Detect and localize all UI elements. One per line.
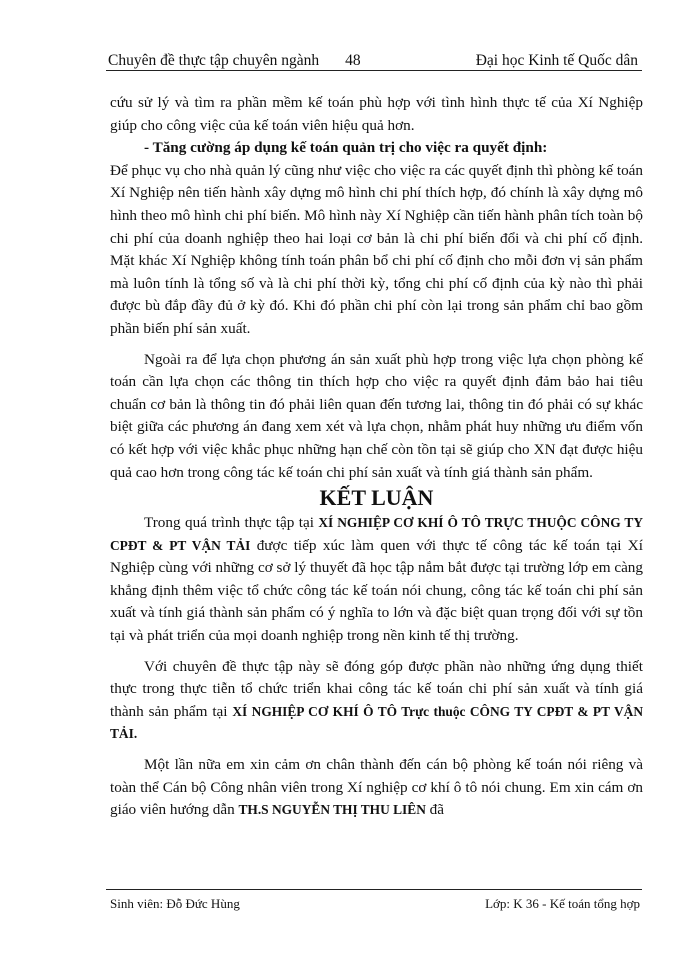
paragraph-3: Ngoài ra để lựa chọn phương án sản xuất phù hợp trong việc lựa chọn phòng kế toán cần lựa chọn các thông tin thích hợp cho việc ra quyết định đảm bảo hai tiêu chuẩn cơ bản là thông tin đó phải liên quan đến tương lai, thông tin đó phải có sự khác biệt giữa các phương án đang xem xét và lựa chọn, nhằm phát huy những ưu điểm vốn có kết hợp với việc khắc phục những hạn chế còn tồn tại sẽ giúp cho XN đạt được hiệu quả cao hơn trong công tác kế toán chi phí sản xuất và tính giá thành sản phẩm. <box>110 350 643 481</box>
paragraph-6 <box>110 754 643 822</box>
paragraph-5 <box>110 656 643 746</box>
page-footer <box>110 896 640 912</box>
company-name: XÍ NGHIỆP CƠ KHÍ Ô TÔ TRỰC THUỘC CÔNG TY CPĐT & PT VẬN TẢI <box>110 515 644 553</box>
paragraph-1: cứu sử lý và tìm ra phần mềm kế toán phù hợp với tình hình thực tế của Xí Nghiệp giúp cho công việc của kế toán viên hiệu quả hơn. <box>110 94 643 134</box>
footer-class: Lớp: K 36 - Kế toán tổng hợp <box>485 896 640 911</box>
footer-divider <box>106 889 642 890</box>
document-body <box>110 92 643 822</box>
p4-text-c: được tiếp xúc làm quen với thực tế công tác kế toán tại Xí Nghiệp cùng với những cơ sở lý thuyết đã học tập nắm bắt được tại trường lớp em càng khẳng định thêm việc tổ chức công tác kế toán nói chung, công tác kế toán chi phí sản xuất và tính giá thành sản phẩm có ý nghĩa to lớn và đặc biệt quan trọng đối với sự tồn tại và phát triển của mọi doanh nghiệp trong nền kinh tế thị trường. <box>110 536 643 645</box>
supervisor-name: TH.S NGUYỄN THỊ THU LIÊN <box>238 802 426 818</box>
p6-text-a: Một lần nữa em xin cảm ơn chân thành đến cán bộ phòng kế toán nói riêng và toàn thể Cán bộ Công nhân viên trong Xí nghiệp cơ khí ô tô nói chung. Em xin cám ơn giáo viên hướng dẫn <box>110 756 643 819</box>
page-number: 48 <box>345 52 361 69</box>
conclusion-title: KẾT LUẬN <box>319 485 434 511</box>
company-name-2: XÍ NGHIỆP CƠ KHÍ Ô TÔ Trực thuộc CÔNG TY CPĐT & PT VẬN TẢI. <box>110 703 643 742</box>
p5-text-a: Với chuyên đề thực tập này sẽ đóng góp được phần nào những ứng dụng thiết thực trong thực tiễn tổ chức triển khai công tác kế toán chi phí sản xuất và tính giá thành sản phẩm tại <box>110 657 643 720</box>
page-header <box>108 44 638 70</box>
paragraph-4 <box>110 512 643 648</box>
section-heading: - Tăng cường áp dụng kế toán quản trị cho việc ra quyết định: <box>144 139 548 157</box>
paragraph-2: Để phục vụ cho nhà quản lý cũng như việc cho việc ra các quyết định thì phòng kế toán Xí Nghiệp nên tiến hành xây dựng mô hình chi phí thích hợp, đó chính là xây dựng mô hình theo mô hình chi phí biến. Mô hình này Xí Nghiệp cần tiến hành phân tích toàn bộ chi phí của doanh nghiệp theo hai loại cơ bản là chi phí biến đổi và chi phí cố định. Mặt khác Xí Nghiệp không tính toán phân bổ chi phí cố định cho mỗi đơn vị sản phẩm mà luôn tính là tổng số và là chi phí thời kỳ, tổng chi phí cố định của kỳ nào thì phải được bù đắp đầy đủ ở kỳ đó. Khi đó phần chi phí còn lại trong sản phẩm chỉ bao gồm phần biến phí sản xuất. <box>110 161 643 337</box>
header-university: Đại học Kinh tế Quốc dân <box>475 52 638 69</box>
p6-text-c: đã <box>425 801 445 819</box>
p4-text-a: Trong quá trình thực tập tại <box>144 514 319 532</box>
footer-student: Sinh viên: Đỗ Đức Hùng <box>110 896 240 911</box>
header-divider <box>106 70 642 71</box>
header-left-title: Chuyên đề thực tập chuyên ngành <box>108 52 320 69</box>
